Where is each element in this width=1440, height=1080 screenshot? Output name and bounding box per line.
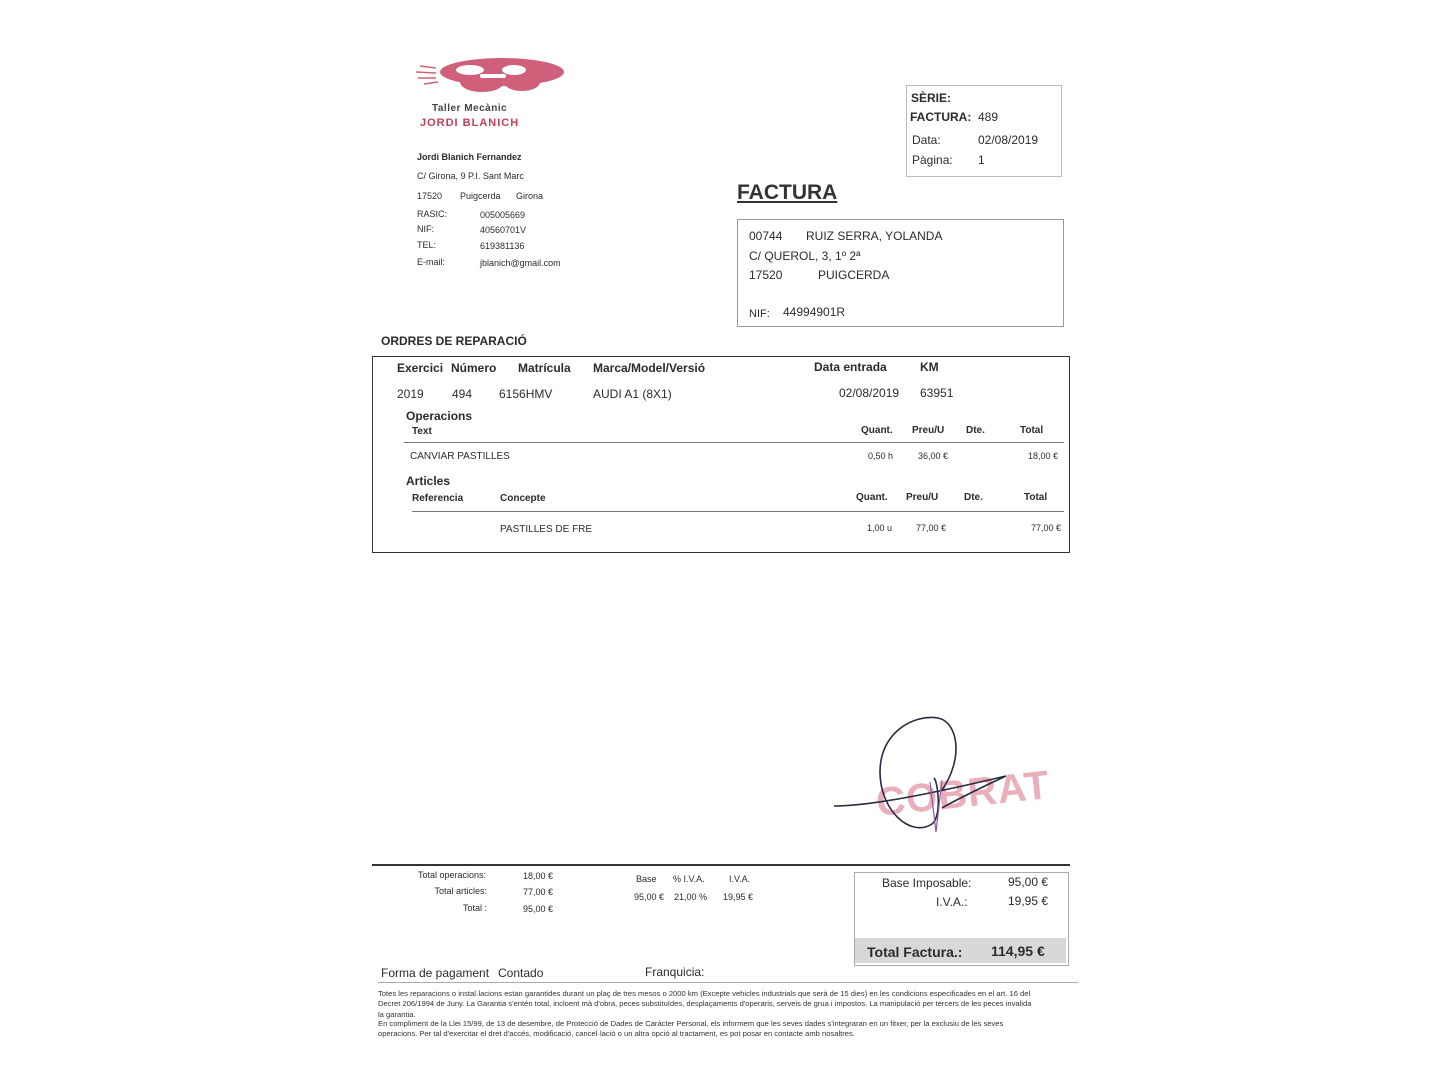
iva-base-header: Base — [636, 874, 657, 884]
company-field-label: RASIC: — [417, 209, 448, 219]
iva-pct-value: 21,00 % — [674, 892, 708, 902]
iva-pct-header: % I.V.A. — [673, 874, 705, 884]
op-header-dte: Dte. — [966, 425, 985, 436]
company-field-label: E-mail: — [417, 257, 446, 267]
op-header-total: Total — [1020, 425, 1044, 436]
invoice-date: 02/08/2019 — [978, 133, 1039, 147]
base-imposable-value: 95,00 € — [1008, 875, 1049, 889]
articles-divider — [412, 511, 1064, 512]
op-item-text: CANVIAR PASTILLES — [410, 451, 510, 462]
logo-line-2: JORDI BLANICH — [420, 117, 520, 129]
col-header-numero: Número — [451, 361, 497, 375]
art-item-total: 77,00 € — [1031, 523, 1062, 533]
order-km: 63951 — [920, 386, 954, 400]
payment-method-value: Contado — [498, 966, 544, 980]
company-postal-code: 17520 — [417, 191, 443, 201]
client-address: C/ QUEROL, 3, 1º 2ª — [749, 249, 861, 263]
art-header-dte: Dte. — [964, 492, 983, 503]
totals-top-rule — [372, 864, 1070, 866]
op-header-preu: Preu/U — [912, 425, 945, 436]
total-operacions-value: 18,00 € — [523, 871, 554, 881]
payment-rule — [378, 982, 1078, 983]
col-header-marca: Marca/Model/Versió — [593, 361, 706, 375]
iva-base-value: 95,00 € — [634, 892, 665, 902]
total-factura-label: Total Factura.: — [867, 944, 963, 960]
art-item-preu: 77,00 € — [916, 523, 947, 533]
iva-sum-value: 19,95 € — [1008, 894, 1049, 908]
client-nif: 44994901R — [783, 305, 846, 319]
op-header-text: Text — [412, 426, 432, 437]
art-header-total: Total — [1024, 492, 1048, 503]
company-field-value: 40560701V — [480, 225, 527, 235]
signature-icon — [830, 712, 1020, 842]
total-label: Total : — [462, 903, 487, 913]
logo-line-1: Taller Mecànic — [432, 103, 508, 114]
data-label: Data: — [912, 133, 941, 147]
col-header-data-entrada: Data entrada — [814, 360, 887, 374]
art-item-quant: 1,00 u — [867, 523, 893, 533]
op-item-preu: 36,00 € — [918, 451, 949, 461]
company-field-value: 619381136 — [480, 241, 525, 251]
col-header-matricula: Matrícula — [518, 361, 571, 375]
pagina-label: Pàgina: — [912, 153, 953, 167]
order-data-entrada: 02/08/2019 — [839, 386, 900, 400]
art-item-concepte: PASTILLES DE FRE — [500, 524, 593, 535]
paid-stamp: COBRAT — [874, 763, 1052, 825]
col-header-exercici: Exercici — [397, 361, 444, 375]
orders-section-title: ORDRES DE REPARACIÓ — [381, 334, 527, 348]
art-header-quant: Quant. — [856, 492, 888, 503]
base-imposable-label: Base Imposable: — [882, 876, 972, 890]
company-field-value: 005005669 — [480, 210, 526, 220]
company-city: Puigcerda — [460, 191, 501, 201]
serie-label: SÈRIE: — [911, 91, 952, 105]
total-articles-value: 77,00 € — [523, 887, 554, 897]
operations-divider — [404, 442, 1064, 443]
op-item-quant: 0,50 h — [868, 451, 894, 461]
articles-title: Articles — [406, 474, 451, 488]
payment-method-label: Forma de pagament — [381, 966, 490, 980]
company-field-value: jblanich@gmail.com — [480, 258, 561, 268]
client-city: PUIGCERDA — [818, 268, 890, 282]
client-postal-code: 17520 — [749, 268, 783, 282]
art-header-referencia: Referencia — [412, 493, 464, 504]
company-logo — [410, 52, 570, 102]
iva-header: I.V.A. — [729, 874, 751, 884]
order-exercici: 2019 — [397, 387, 424, 401]
order-numero: 494 — [452, 387, 473, 401]
iva-value: 19,95 € — [723, 892, 754, 902]
company-owner: Jordi Blanich Fernandez — [417, 152, 522, 162]
factura-label: FACTURA: — [910, 110, 972, 124]
total-articles-label: Total articles: — [434, 886, 487, 896]
client-code: 00744 — [749, 229, 783, 243]
client-nif-label: NIF: — [749, 308, 770, 320]
op-item-total: 18,00 € — [1028, 451, 1059, 461]
total-operacions-label: Total operacions: — [417, 870, 486, 880]
total-factura-value: 114,95 € — [991, 943, 1045, 959]
legal-warranty-text: Totes les reparacions o instal·lacions estan garantides durant un plaç de tres mesos o 2000 km (Excepte vehicles industrials que serà de 15 dies) en les condicions especificades en el art. 16 del Decret 206/1994 de Juny. La Garantia s'entén total, incloent mà d'obra, peces substituïdes, desplaçaments d'operaris, serveis de grua i impostos. La manipulació per tercers de les peces invalida la garantia. — [378, 989, 1032, 1019]
car-wrench-logo-icon — [410, 52, 570, 102]
art-header-preu: Preu/U — [906, 492, 939, 503]
legal-privacy-text: En compliment de la Llei 15/99, de 13 de desembre, de Protecció de Dades de Caràcter Personal, els informem que les seves dades s'integraran en un fitxer, per la exclusiu de les seves operacions. Per tal d'exercitar el dret d'accés, modificació, cancel·lació o un altra opció al tractament, es pot posar en contacte amb nosaltres. — [378, 1019, 1004, 1039]
order-matricula: 6156HMV — [499, 387, 553, 401]
op-header-quant: Quant. — [861, 425, 893, 436]
company-address: C/ Girona, 9 P.I. Sant Marc — [417, 171, 524, 181]
order-marca: AUDI A1 (8X1) — [593, 387, 672, 401]
art-header-concepte: Concepte — [500, 493, 546, 504]
client-name: RUIZ SERRA, YOLANDA — [806, 229, 943, 243]
company-province: Girona — [516, 191, 544, 201]
operations-title: Operacions — [406, 409, 473, 423]
franquicia-label: Franquicia: — [645, 965, 705, 979]
col-header-km: KM — [920, 360, 939, 374]
page-number: 1 — [978, 153, 985, 167]
company-field-label: NIF: — [417, 224, 434, 234]
company-field-label: TEL: — [417, 240, 437, 250]
invoice-title: FACTURA — [737, 181, 838, 204]
total-value: 95,00 € — [523, 904, 554, 914]
factura-number: 489 — [978, 110, 999, 124]
iva-sum-label: I.V.A.: — [936, 895, 968, 909]
